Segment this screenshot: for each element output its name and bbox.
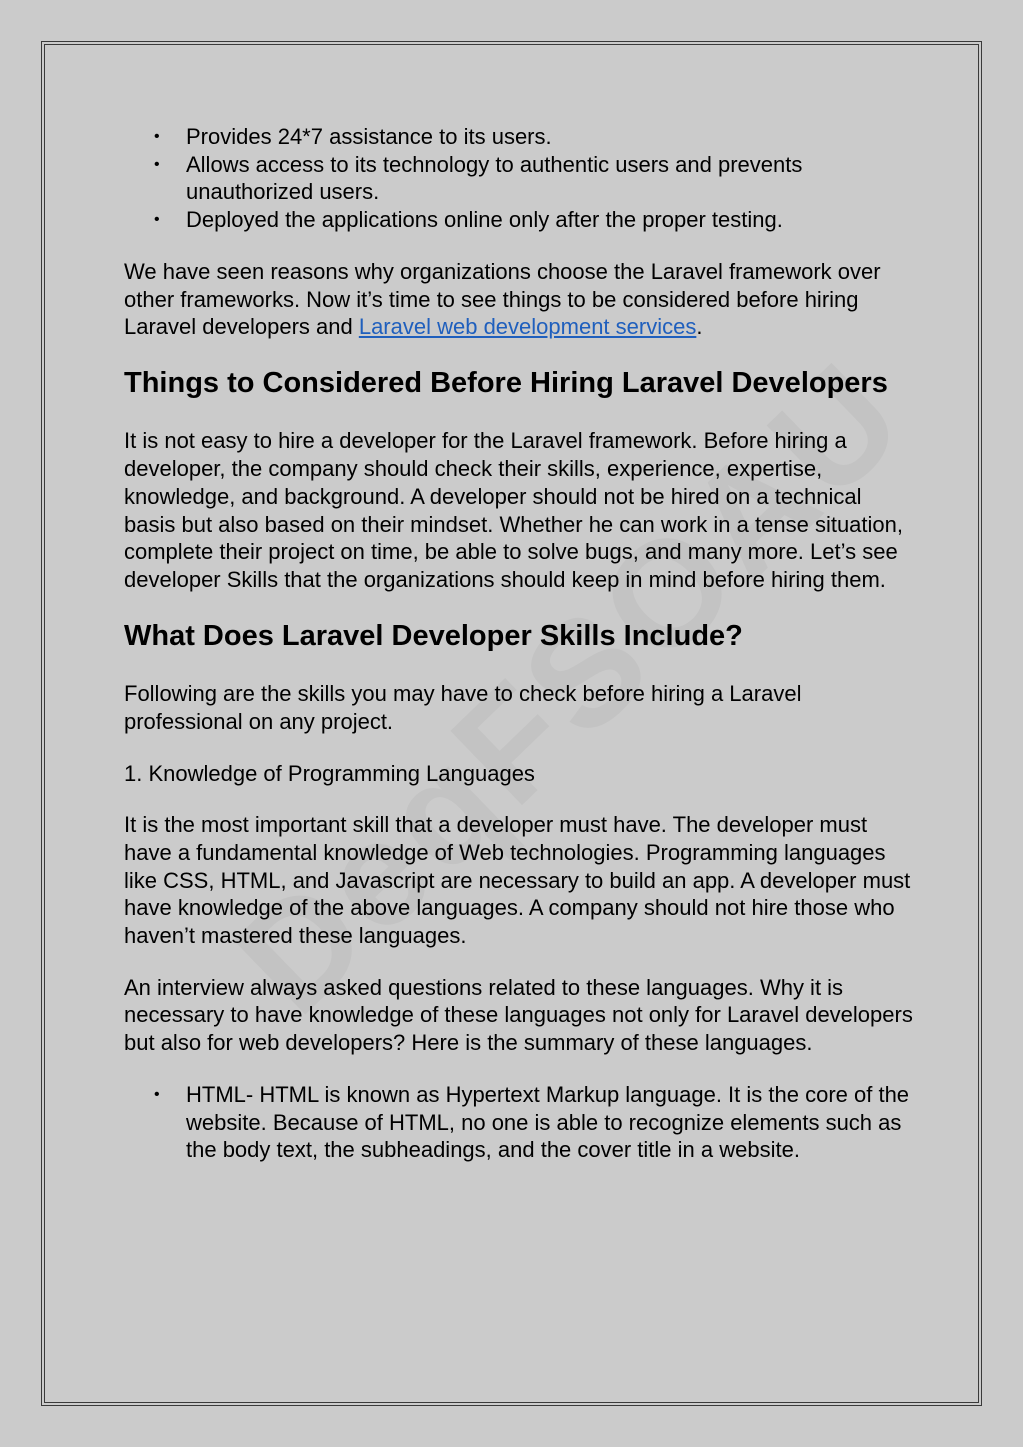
document-body: [124, 123, 914, 1164]
bottom-bullet-list: [124, 1081, 914, 1164]
top-bullet-list: [124, 123, 914, 234]
section-heading: Things to Considered Before Hiring Laravel Developers: [124, 366, 888, 399]
intro-text-end: .: [696, 314, 703, 340]
paragraph: Following are the skills you may have to check before hiring a Laravel professional on any project.: [124, 681, 802, 734]
list-item: • Deployed the applications online only after the proper testing.: [186, 206, 914, 234]
paragraph: An interview always asked questions related to these languages. Why it is necessary to have knowledge of these languages not only for Laravel developers but also for web developers? Here is the summary of these languages.: [124, 974, 913, 1056]
intro-text: We have seen reasons why organizations choose the Laravel framework over other frameworks. Now it’s time to see things to be considered before hiring Laravel developers and: [124, 258, 881, 340]
paragraph: 1. Knowledge of Programming Languages: [124, 760, 535, 786]
intro-paragraph: [124, 258, 914, 341]
section-heading: What Does Laravel Developer Skills Include?: [124, 619, 743, 652]
list-item: • Allows access to its technology to authentic users and prevents unauthorized users.: [186, 151, 914, 206]
list-item: • Provides 24*7 assistance to its users.: [186, 123, 914, 151]
paragraph: It is the most important skill that a developer must have. The developer must have a fundamental knowledge of Web technologies. Programming languages like CSS, HTML, and Javascript are necessary to build an app. A developer must have knowledge of the above languages. A company should not hire those who haven’t mastered these languages.: [124, 812, 911, 949]
list-item: • HTML- HTML is known as Hypertext Markup language. It is the core of the website. Because of HTML, no one is able to recognize elements such as the body text, the subheadings, and the cover title in a website.: [186, 1081, 914, 1164]
paragraph: It is not easy to hire a developer for the Laravel framework. Before hiring a developer, the company should check their skills, experience, expertise, knowledge, and background. A developer should not be hired on a technical basis but also based on their mindset. Whether he can work in a tense situation, complete their project on time, be able to solve bugs, and many more. Let’s see developer Skills that the organizations should keep in mind before hiring them.: [124, 428, 903, 592]
laravel-services-link[interactable]: Laravel web development services: [358, 314, 697, 340]
